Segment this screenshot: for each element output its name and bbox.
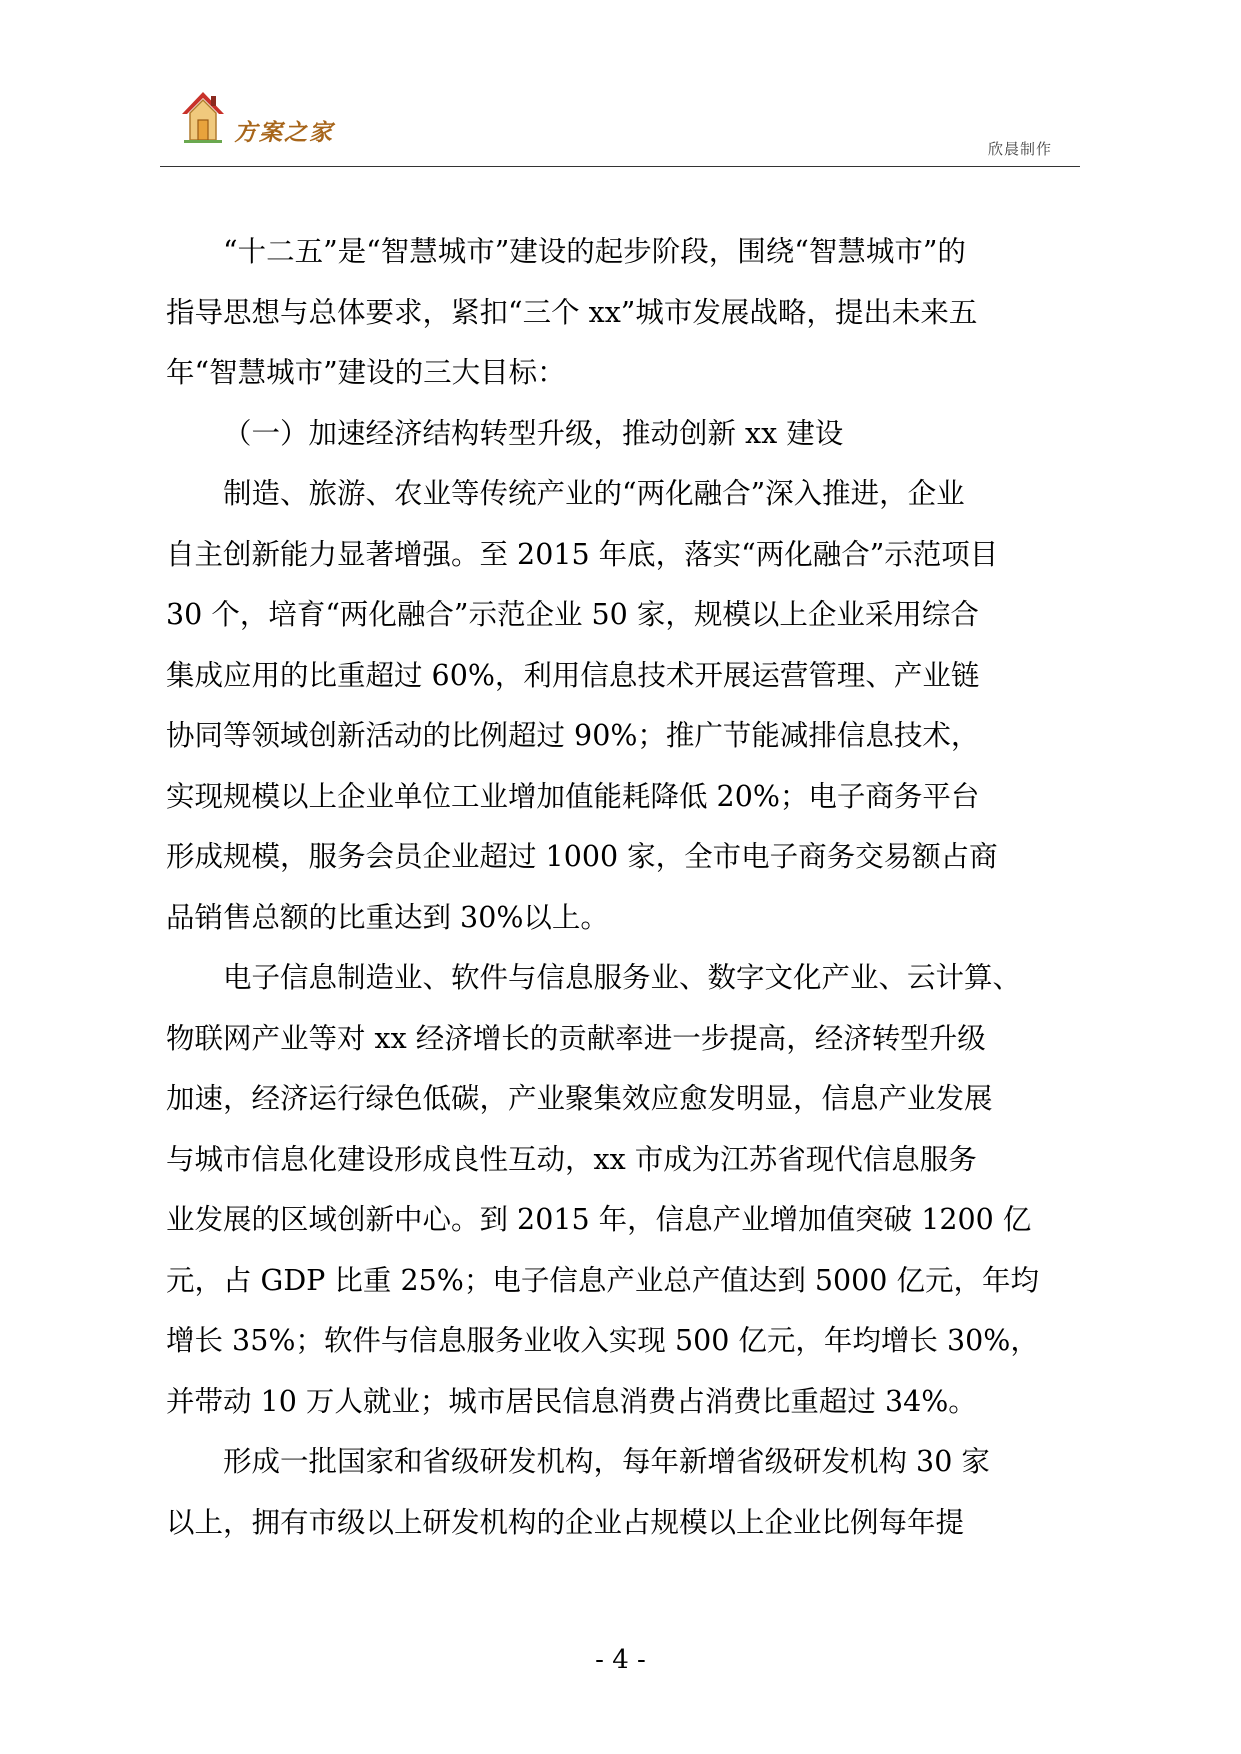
text-line: 年“智慧城市”建设的三大目标： xyxy=(166,356,566,389)
document-body xyxy=(166,222,1078,1553)
header-maker: 欣晨制作 xyxy=(987,140,1052,158)
page-header xyxy=(160,78,1080,166)
text-line: 集成应用的比重超过 60%，利用信息技术开展运营管理、产业链 xyxy=(166,658,980,692)
text-line: 品销售总额的比重达到 30%以上。 xyxy=(166,900,609,934)
header-divider xyxy=(160,166,1080,167)
text-line: 形成一批国家和省级研发机构，每年新增省级研发机构 30 家 xyxy=(223,1445,990,1478)
text-line: 并带动 10 万人就业；城市居民信息消费占消费比重超过 34%。 xyxy=(166,1384,977,1418)
text-line: 实现规模以上企业单位工业增加值能耗降低 20%；电子商务平台 xyxy=(166,779,980,813)
text-line: 30 个，培育“两化融合”示范企业 50 家，规模以上企业采用综合 xyxy=(166,598,979,631)
text-line: 增长 35%；软件与信息服务业收入实现 500 亿元，年均增长 30%， xyxy=(166,1324,1039,1357)
text-line: 协同等领域创新活动的比例超过 90%；推广节能减排信息技术， xyxy=(166,719,980,752)
text-line: “十二五”是“智慧城市”建设的起步阶段，围绕“智慧城市”的 xyxy=(223,235,966,268)
text-line: 电子信息制造业、软件与信息服务业、数字文化产业、云计算、 xyxy=(223,961,1022,994)
text-line: 指导思想与总体要求，紧扣“三个 xx”城市发展战略，提出未来五 xyxy=(166,295,978,329)
text-line: 与城市信息化建设形成良性互动，xx 市成为江苏省现代信息服务 xyxy=(166,1142,977,1176)
text-line: 以上，拥有市级以上研发机构的企业占规模以上企业比例每年提 xyxy=(166,1505,965,1539)
text-line: 物联网产业等对 xx 经济增长的贡献率进一步提高，经济转型升级 xyxy=(166,1021,986,1055)
logo-text: 方案之家 xyxy=(234,120,334,146)
text-line: 加速，经济运行绿色低碳，产业聚集效应愈发明显，信息产业发展 xyxy=(166,1082,993,1115)
text-line: （一）加速经济结构转型升级，推动创新 xx 建设 xyxy=(223,416,844,450)
house-logo-icon xyxy=(178,88,228,144)
text-line: 制造、旅游、农业等传统产业的“两化融合”深入推进，企业 xyxy=(223,477,965,510)
text-line: 自主创新能力显著增强。至 2015 年底，落实“两化融合”示范项目 xyxy=(166,537,999,571)
text-line: 元，占 GDP 比重 25%；电子信息产业总产值达到 5000 亿元，年均 xyxy=(166,1263,1039,1297)
text-line: 形成规模，服务会员企业超过 1000 家，全市电子商务交易额占商 xyxy=(166,840,998,873)
page-number: - 4 - xyxy=(595,1645,646,1675)
text-line: 业发展的区域创新中心。到 2015 年，信息产业增加值突破 1200 亿 xyxy=(166,1203,1032,1236)
